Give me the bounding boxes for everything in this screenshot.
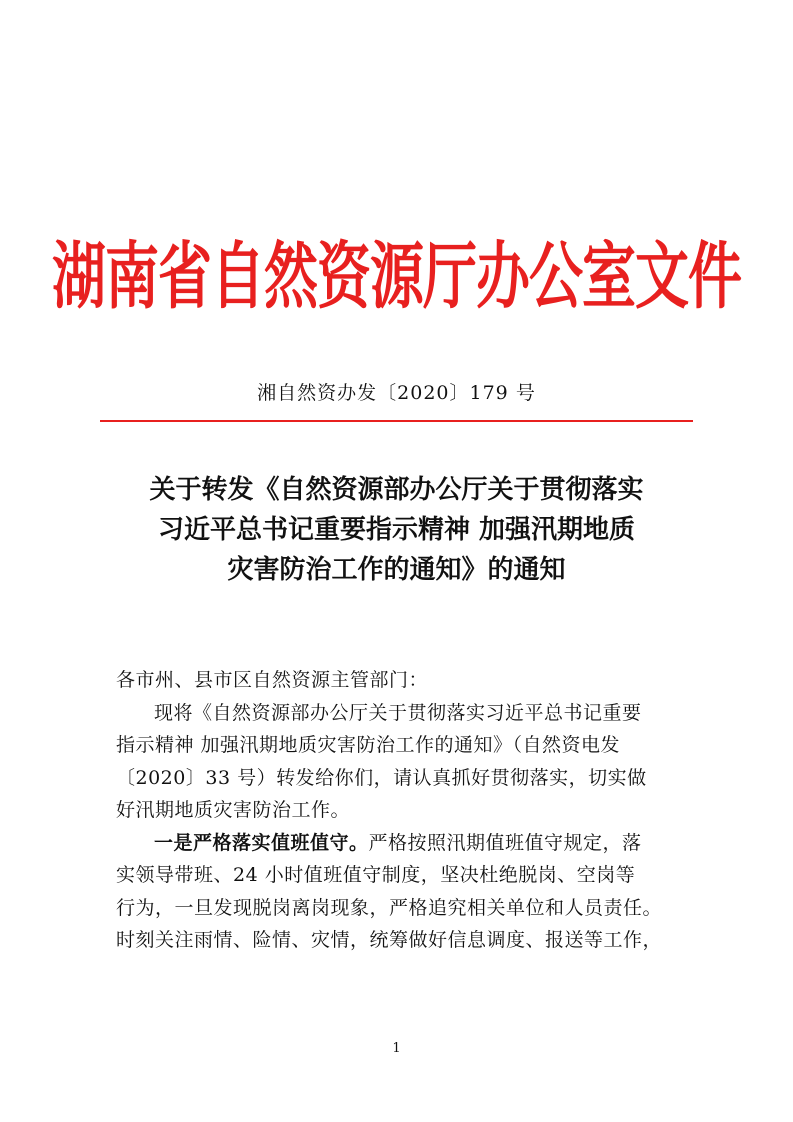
- paragraph-line: 〔2020〕33 号）转发给你们，请认真抓好贯彻落实，切实做: [116, 766, 647, 789]
- document-title: [80, 470, 713, 590]
- title-line: 灾害防治工作的通知》的通知: [227, 555, 566, 585]
- issuing-organization-header: 湖南省自然资源厅办公室文件: [52, 232, 741, 320]
- red-divider-line: [100, 420, 693, 422]
- paragraph-line: 指示精神 加强汛期地质灾害防治工作的通知》（自然资电发: [116, 734, 621, 756]
- section-heading: 一是严格落实值班值守。: [154, 831, 369, 854]
- title-line: 习近平总书记重要指示精神 加强汛期地质: [157, 515, 636, 545]
- paragraph-line: [116, 827, 696, 860]
- paragraph-text: 严格按照汛期值班值守规定，落: [368, 831, 642, 854]
- document-number: 湘自然资办发〔2020〕179 号: [257, 382, 536, 404]
- page-number: 1: [392, 1041, 401, 1056]
- document-body: [116, 664, 696, 957]
- paragraph-line: 好汛期地质灾害防治工作。: [116, 799, 351, 821]
- paragraph-line: 行为，一旦发现脱岗离岗现象，严格追究相关单位和人员责任。: [116, 896, 663, 919]
- salutation: 各市州、县市区自然资源主管部门：: [116, 669, 429, 691]
- title-line: 关于转发《自然资源部办公厅关于贯彻落实: [149, 475, 644, 505]
- paragraph-line: 实领导带班、24 小时值班值守制度，坚决杜绝脱岗、空岗等: [116, 864, 636, 886]
- paragraph-line: 时刻关注雨情、险情、灾情，统筹做好信息调度、报送等工作，: [116, 929, 663, 951]
- paragraph-line: 现将《自然资源部办公厅关于贯彻落实习近平总书记重要: [154, 701, 642, 724]
